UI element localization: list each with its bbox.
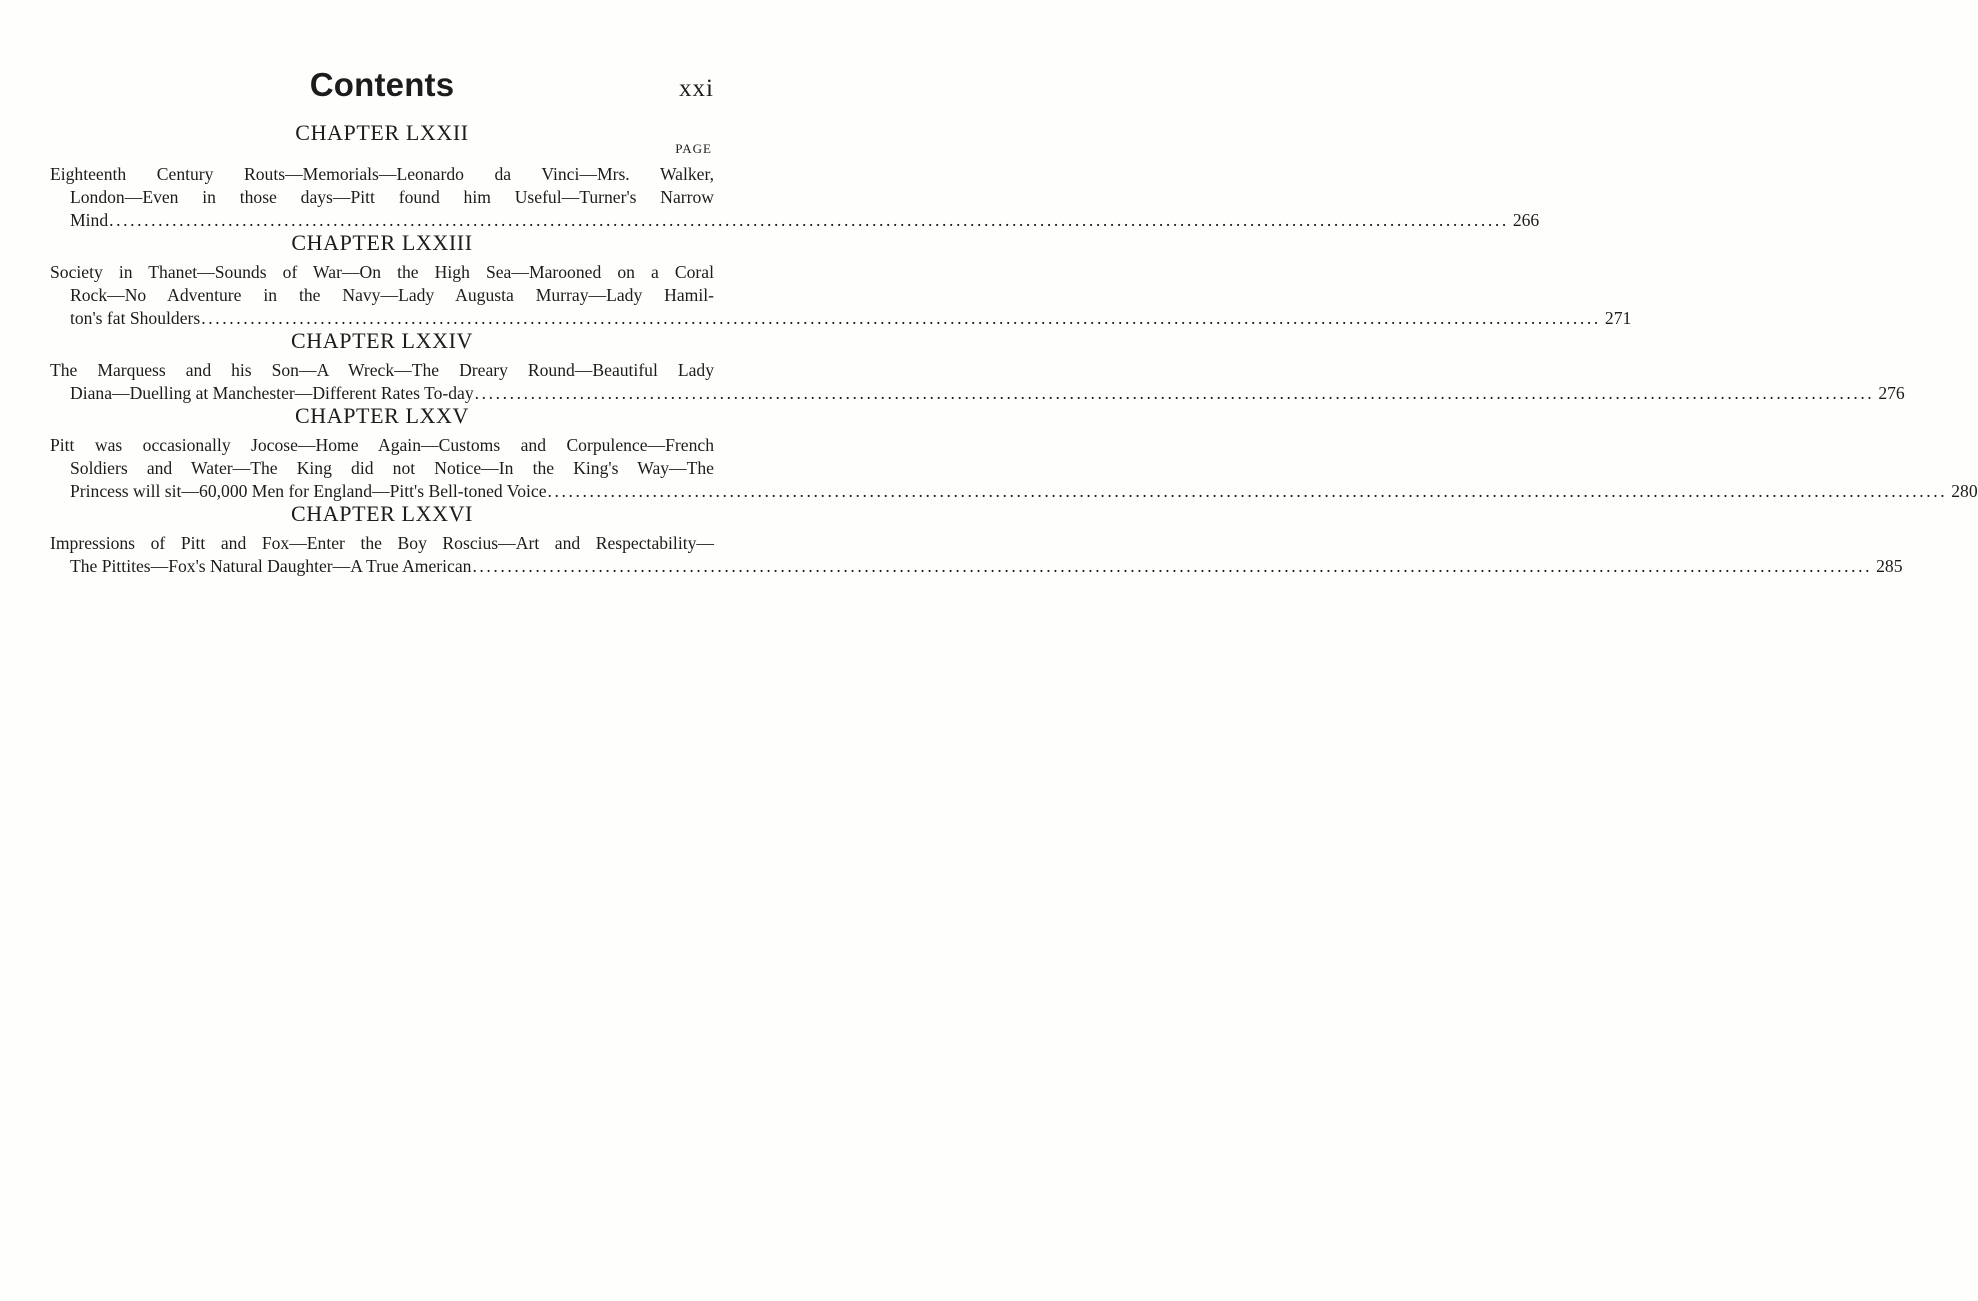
- folio-page-number: xxi: [679, 75, 714, 102]
- entry-last-line: [50, 480, 1978, 503]
- dot-leader: ........................................................................................................................................................................................................: [547, 481, 1948, 501]
- entry-last-line: [50, 307, 1632, 330]
- toc-entry: [50, 261, 1632, 330]
- page-number: 266: [1512, 210, 1540, 230]
- dot-leader: ........................................................................................................................................................................................................: [474, 383, 1875, 403]
- chapter-heading: CHAPTER LXXV: [294, 403, 470, 428]
- entry-last-line: [50, 209, 1540, 232]
- chapter-heading: CHAPTER LXXIII: [291, 230, 473, 255]
- entry-line: Princess will sit—60,000 Men for England—Pitt's Bell-toned Voice: [70, 481, 547, 501]
- chapter-heading: CHAPTER LXXVI: [291, 501, 473, 526]
- entry-last-line: [50, 382, 1905, 405]
- entry-line: Pitt was occasionally Jocose—Home Again—Customs and Corpulence—French: [50, 435, 714, 455]
- page-title: Contents: [309, 66, 455, 103]
- toc-entry: [50, 434, 1978, 503]
- page-number: 276: [1878, 383, 1905, 403]
- dot-leader: ........................................................................................................................................................................................................: [109, 210, 1509, 230]
- chapter-heading: CHAPTER LXXII: [295, 120, 469, 145]
- entry-line: Society in Thanet—Sounds of War—On the High Sea—Marooned on a Coral: [50, 262, 714, 282]
- entry-line: Eighteenth Century Routs—Memorials—Leonardo da Vinci—Mrs. Walker,: [50, 164, 714, 184]
- entry-line: The Marquess and his Son—A Wreck—The Dreary Round—Beautiful Lady: [50, 360, 714, 380]
- page-column-label: PAGE: [675, 141, 712, 156]
- entry-line: Soldiers and Water—The King did not Notice—In the King's Way—The: [70, 458, 714, 478]
- toc-entry: [50, 163, 1540, 232]
- running-head: [50, 66, 714, 110]
- entry-line: Impressions of Pitt and Fox—Enter the Boy Roscius—Art and Respectability—: [50, 533, 714, 553]
- page-number: 285: [1876, 556, 1903, 576]
- dot-leader: ........................................................................................................................................................................................................: [472, 556, 1873, 576]
- entry-line: Rock—No Adventure in the Navy—Lady Augusta Murray—Lady Hamil-: [70, 285, 714, 305]
- page-number: 280: [1951, 481, 1978, 501]
- chapter-heading: CHAPTER LXXIV: [291, 328, 473, 353]
- toc-entry: [50, 532, 1903, 578]
- entry-last-line: [50, 555, 1903, 578]
- entry-line: Mind: [70, 210, 109, 230]
- toc-entry: [50, 359, 1905, 405]
- entry-line: The Pittites—Fox's Natural Daughter—A True American: [70, 556, 472, 576]
- entry-line: Diana—Duelling at Manchester—Different Rates To-day: [70, 383, 474, 403]
- entry-line: ton's fat Shoulders: [70, 308, 201, 328]
- page-number: 271: [1604, 308, 1632, 328]
- entry-line: London—Even in those days—Pitt found him Useful—Turner's Narrow: [70, 187, 714, 207]
- dot-leader: ........................................................................................................................................................................................................: [201, 308, 1601, 328]
